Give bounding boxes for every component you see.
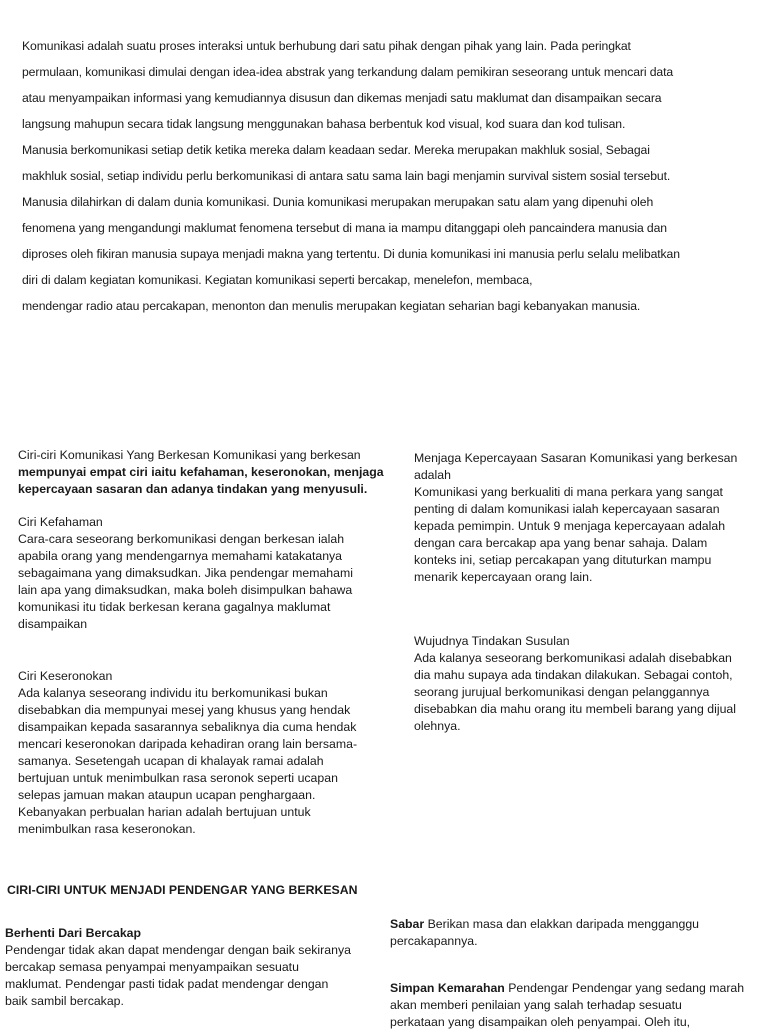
text-line: samanya. Sesetengah ucapan di khalayak ramai adalah [18,754,324,768]
text-line: Ada kalanya seseorang individu itu berkomunikasi bukan [18,686,328,700]
section-title: Menjaga Kepercayaan Sasaran Komunikasi yang berkesan [414,451,738,465]
text-line: percakapannya. [390,934,478,948]
text-line: Ciri-ciri Komunikasi Yang Berkesan Komunikasi yang berkesan [18,448,361,462]
section-title: Wujudnya Tindakan Susulan [414,634,570,648]
text-line: mencari keseronokan daripada kehadiran orang lain bersama- [18,737,358,751]
text-line: apabila orang yang mendengarnya memahami katakatanya [18,549,343,563]
text-span: Pendengar Pendengar yang sedang marah [508,981,745,995]
section-title: Simpan Kemarahan [390,981,505,995]
text-line: disebabkan dia mahu orang itu membeli barang yang dijual [414,702,736,716]
text-line: bertujuan untuk menimbulkan rasa seronok seperti ucapan [18,771,338,785]
text-line: olehnya. [414,719,461,733]
text-line: menimbulkan rasa keseronokan. [18,822,196,836]
text-line: penting di dalam komunikasi ialah kepercayaan sasaran [414,502,720,516]
section-title: Ciri Keseronokan [18,669,113,683]
intro-paragraph [22,36,757,322]
text-line [390,916,765,933]
text-line: akan memberi penilaian yang salah terhadap sesuatu [390,998,682,1012]
pendengar-heading: CIRI-CIRI UNTUK MENJADI PENDENGAR YANG BERKESAN [7,883,358,897]
section-title: Ciri Kefahaman [18,515,103,529]
text-span: Berikan masa dan elakkan daripada mengganggu [427,917,700,931]
text-line: Komunikasi yang berkualiti di mana perkara yang sangat [414,485,723,499]
text-line: disebabkan dia mempunyai mesej yang khusus yang hendak [18,703,351,717]
text-line: selepas jamuan makan ataupun ucapan penghargaan. [18,788,316,802]
text-line: adalah [414,468,451,482]
text-line: Ada kalanya seseorang berkomunikasi adalah disebabkan [414,651,732,665]
text-line: Cara-cara seseorang berkomunikasi dengan berkesan ialah [18,532,345,546]
intro-line: langsung mahupun secara tidak langsung menggunakan bahasa berbentuk kod visual, kod suara dan kod tulisan. [22,117,626,131]
kepercayaan-section [414,450,764,586]
text-line: konteks ini, setiap percakapan yang dituturkan mampu [414,553,712,567]
ciri-komunikasi-intro [18,447,393,498]
simpan-kemarahan-section [390,980,765,1031]
intro-line: Manusia dilahirkan di dalam dunia komunikasi. Dunia komunikasi merupakan merupakan satu alam yang dipenuhi oleh [22,195,654,209]
text-line: maklumat. Pendengar pasti tidak padat mendengar dengan [5,977,329,991]
intro-line: atau menyampaikan informasi yang kemudiannya disusun dan dikemas menjadi satu maklumat dan disampaikan secara [22,91,662,105]
text-line [390,980,765,997]
text-line: kepada pemimpin. Untuk 9 menjaga kepercayaan adalah [414,519,726,533]
ciri-kefahaman-section [18,514,393,633]
section-title: Berhenti Dari Bercakap [5,926,142,940]
text-line: mempunyai empat ciri iaitu kefahaman, keseronokan, menjaga [18,465,384,479]
text-line: lain apa yang dimaksudkan, maka boleh disimpulkan bahawa [18,583,353,597]
text-line: komunikasi itu tidak berkesan kerana gagalnya maklumat [18,600,331,614]
text-line: disampaikan kepada sasarannya sebaliknya dia cuma hendak [18,720,357,734]
text-line: baik sambil bercakap. [5,994,124,1008]
ciri-keseronokan-section [18,668,393,838]
text-line: dia mahu supaya ada tindakan dilakukan. Sebagai contoh, [414,668,733,682]
tindakan-susulan-section [414,633,764,735]
text-line: Pendengar tidak akan dapat mendengar dengan baik sekiranya [5,943,351,957]
text-line: menarik kepercayaan orang lain. [414,570,593,584]
berhenti-section [5,925,385,1010]
intro-line: Manusia berkomunikasi setiap detik ketika mereka dalam keadaan sedar. Mereka merupakan makhluk sosial, Sebagai [22,143,650,157]
intro-line: fenomena yang mengandungi maklumat fenomena tersebut di mana ia mampu ditanggapi oleh pancaindera manusia dan [22,221,667,235]
section-title: Sabar [390,917,425,931]
text-line: seorang jurujual berkomunikasi dengan pelanggannya [414,685,710,699]
text-line: kepercayaan sasaran dan adanya tindakan yang menyusuli. [18,482,368,496]
intro-line: mendengar radio atau percakapan, menonton dan menulis merupakan kegiatan seharian bagi kebanyakan manusia. [22,299,641,313]
text-line: dengan cara bercakap apa yang benar sahaja. Dalam [414,536,708,550]
text-line: Kebanyakan perbualan harian adalah bertujuan untuk [18,805,311,819]
text-line: bercakap semasa penyampai menyampaikan sesuatu [5,960,299,974]
intro-line: diri di dalam kegiatan komunikasi. Kegiatan komunikasi seperti bercakap, menelefon, membaca, [22,273,533,287]
text-line: sebagaimana yang dimaksudkan. Jika pendengar memahami [18,566,353,580]
text-line: perkataan yang disampaikan oleh penyampai. Oleh itu, [390,1015,691,1029]
intro-line: permulaan, komunikasi dimulai dengan idea-idea abstrak yang terkandung dalam pemikiran seseorang untuk mencari data [22,65,674,79]
text-line: disampaikan [18,617,88,631]
intro-line: Komunikasi adalah suatu proses interaksi untuk berhubung dari satu pihak dengan pihak yang lain. Pada peringkat [22,39,631,53]
sabar-section [390,916,765,950]
intro-line: makhluk sosial, setiap individu perlu berkomunikasi di antara satu sama lain bagi menjamin survival sistem sosial tersebut. [22,169,671,183]
intro-line: diproses oleh fikiran manusia supaya menjadi makna yang tertentu. Di dunia komunikasi ini manusia perlu selalu melibatkan [22,247,680,261]
